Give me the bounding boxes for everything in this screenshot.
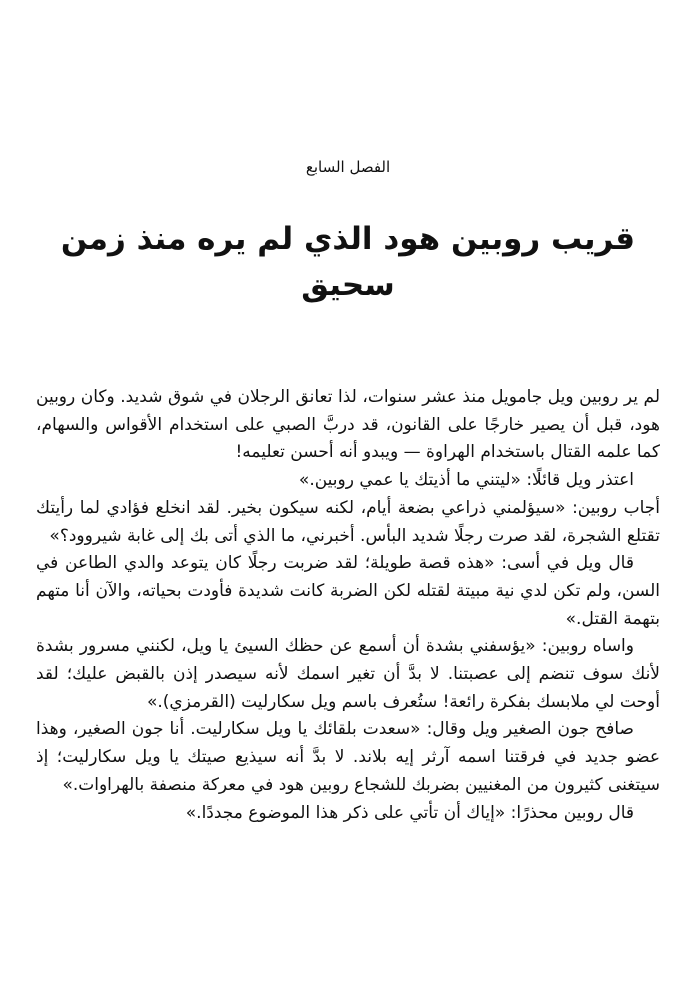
chapter-label: الفصل السابع	[305, 158, 391, 176]
paragraph: واساه روبين: «يؤسفني بشدة أن أسمع عن حظك السيئ يا ويل، لكنني مسرور بشدة لأنك سوف تنضم إلى عصبتنا. لا بدَّ أن تغير اسمك لأنه سيصدر إذن بالقبض عليك؛ لقد أوحت لي ملابسك بفكرة رائعة! ستُعرف باسم ويل سكارليت (القرمزي).»	[36, 636, 660, 712]
paragraph: أجاب روبين: «سيؤلمني ذراعي بضعة أيام، لكنه سيكون بخير. لقد انخلع فؤادي لما رأيتك تقتلع الشجرة، لقد صرت رجلًا شديد البأس. أخبرني، ما الذي أتى بك إلى غابة شيروود؟»	[36, 497, 660, 546]
chapter-title: قريب روبين هود الذي لم يره منذ زمن سحيق	[60, 221, 636, 303]
paragraph: اعتذر ويل قائلًا: «ليتني ما أذيتك يا عمي روبين.»	[298, 470, 634, 491]
paragraph: صافح جون الصغير ويل وقال: «سعدت بلقائك يا ويل سكارليت. أنا جون الصغير، وهذا عضو جديد في فرقتنا اسمه آرثر إيه بلاند. لا بدَّ أنه سيذيع صيتك يا ويل سكارليت؛ إذ سيتغنى كثيرون من المغنيين بضربك للشجاع روبين هود في معركة منصفة بالهراوات.»	[36, 719, 660, 795]
body-text	[36, 384, 660, 827]
paragraph: قال روبين محذرًا: «إياك أن تأتي على ذكر هذا الموضوع مجددًا.»	[185, 802, 634, 823]
paragraph: لم ير روبين ويل جامويل منذ عشر سنوات، لذا تعانق الرجلان في شوق شديد. وكان روبين هود، قبل أن يصير خارجًا على القانون، قد دربَّ الصبي على استخدام الأقواس والسهام، كما علمه القتال باستخدام الهراوة — ويبدو أنه أحسن تعليمه!	[36, 387, 660, 463]
paragraph: قال ويل في أسى: «هذه قصة طويلة؛ لقد ضربت رجلًا كان يتوعد والدي الطاعن في السن، ولم تكن لدي نية مبيتة لقتله لكن الضربة كانت شديدة فأودت بحياته، والآن أنا متهم بتهمة القتل.»	[36, 553, 660, 629]
